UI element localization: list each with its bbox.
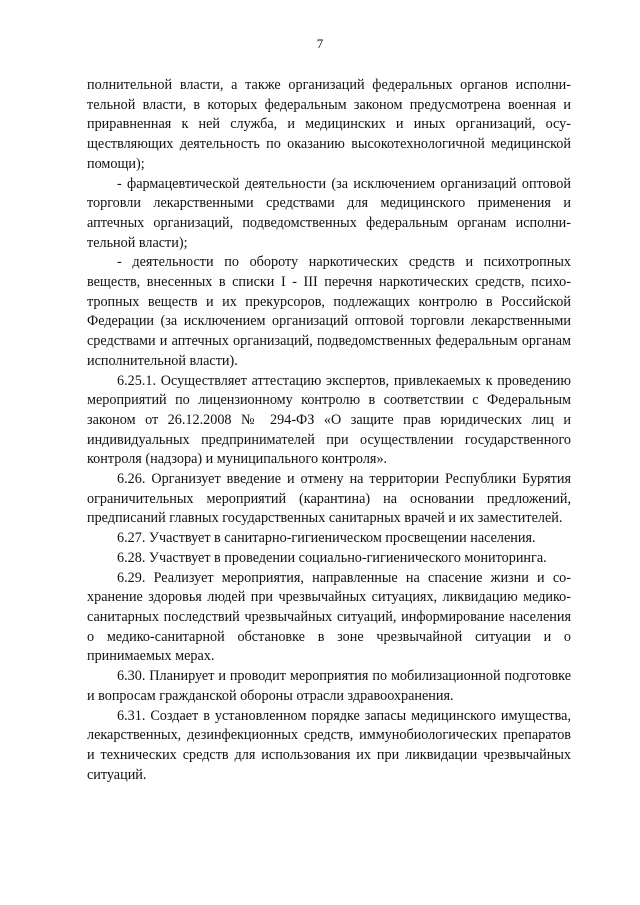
paragraph-6-26: 6.26. Организует введение и отмену на территории Республики Бурятия ограничительных мероприятий (карантина) на основании предложений, предписаний главных государственных санитарных врачей и их заместителей.	[87, 471, 571, 527]
page-number: 7	[316, 36, 324, 51]
paragraph-6-28: 6.28. Участвует в проведении социально-гигиенического мониторинга.	[117, 549, 547, 566]
paragraph-6-27: 6.27. Участвует в санитарно-гигиеническом просвещении населения.	[117, 530, 536, 547]
paragraph-6-29: 6.29. Реализует мероприятия, направленные на спасение жизни и сохранение здоровья людей при чрезвычайных ситуациях, ликвидацию медико-санитарных последствий чрезвычайных ситуаций, информирование населения о медико-санитарной обстановке в зоне чрезвычайной ситуации и о принимаемых мерах.	[87, 569, 571, 665]
paragraph-narcotics-turnover: - деятельности по обороту наркотических средств и психотропных веществ, внесенных в списки I - III перечня наркотических средств, психотропных веществ и их прекурсоров, подлежащих контролю в Российской Федерации (за исключением организаций оптовой торговли лекарственными средствами и аптечных организаций, подведомственных федеральным органам исполнительной власти).	[87, 254, 571, 369]
paragraph-6-25-1: 6.25.1. Осуществляет аттестацию экспертов, привлекаемых к проведению мероприятий по лицензионному контролю в соответствии с Федеральным законом от 26.12.2008 № 294-ФЗ «О защите прав юридических лиц и индивидуальных предпринимателей при осуществлении государственного контроля (надзора) и муниципального контроля».	[87, 372, 571, 468]
paragraph-pharmaceutical-activity: - фармацевтической деятельности (за исключением организаций оптовой торговли лекарственными средствами для медицинского применения и аптечных организаций, подведомственных федеральным органам исполнительной власти);	[87, 175, 571, 251]
paragraph-continuation: полнительной власти, а также организаций федеральных органов исполнительной власти, в которых федеральным законом предусмотрена военная и приравненная к ней служба, и медицинских и иных организаций, осуществляющих деятельность по оказанию высокотехнологичной медицинской помощи);	[87, 77, 571, 172]
paragraph-6-30: 6.30. Планирует и проводит мероприятия по мобилизационной подготовке и вопросам гражданской обороны отрасли здравоохранения.	[87, 668, 571, 704]
paragraph-6-31: 6.31. Создает в установленном порядке запасы медицинского имущества, лекарственных, дезинфекционных средств, иммунобиологических препаратов и технических средств для использования их при ликвидации чрезвычайных ситуаций.	[87, 707, 571, 783]
document-body	[87, 76, 571, 785]
